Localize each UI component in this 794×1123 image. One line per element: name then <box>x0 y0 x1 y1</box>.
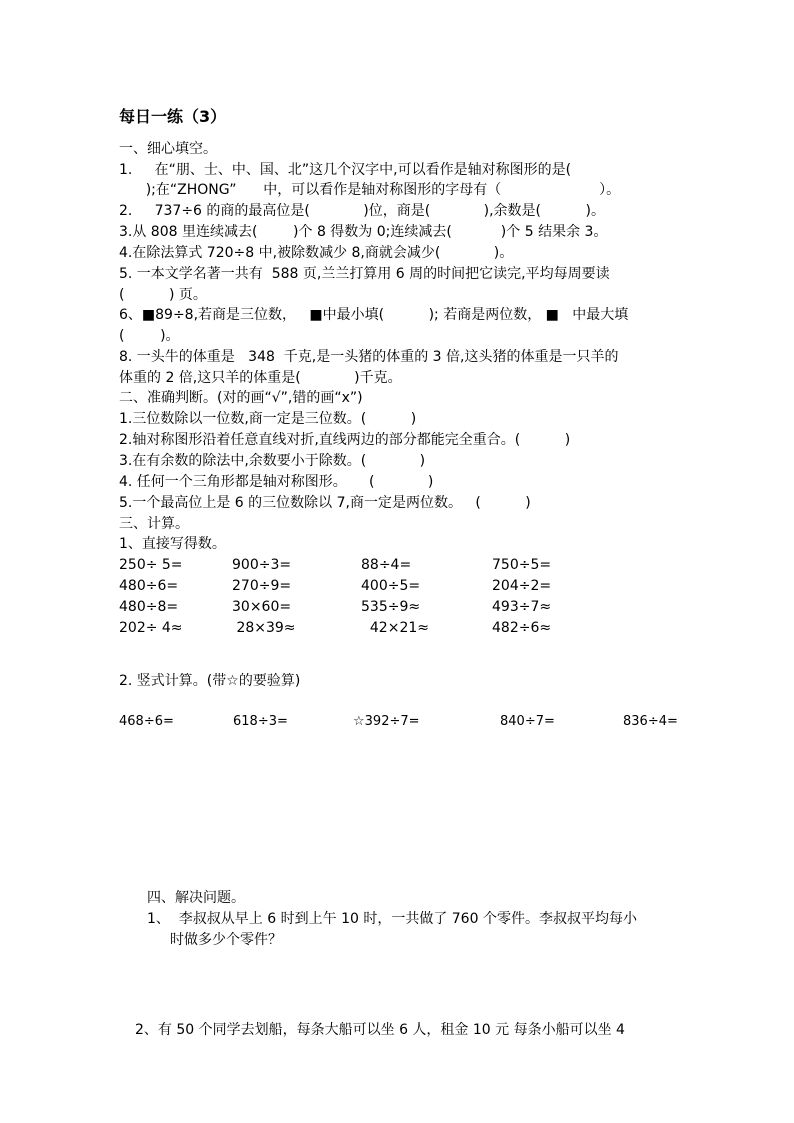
fill-blank-line: ( ) 页。 <box>119 287 207 303</box>
direct-calc-heading: 1、直接写得数。 <box>119 536 226 552</box>
calc-item: 88÷4= <box>361 557 412 573</box>
fill-blank-line: 1. 在“朋、士、中、国、北”这几个汉字中,可以看作是轴对称图形的是( <box>119 162 572 178</box>
judge-line: 5.一个最高位上是 6 的三位数除以 7,商一定是两位数。 ( ) <box>119 495 531 511</box>
vertical-calc-item: 618÷3= <box>233 714 288 729</box>
vertical-calc-item: 468÷6= <box>119 714 174 729</box>
calc-item: 270÷9= <box>232 578 292 594</box>
calc-row <box>119 619 719 637</box>
calc-row <box>119 598 719 616</box>
problem-line: 时做多少个零件？ <box>170 932 282 948</box>
calc-item: 535÷9≈ <box>361 599 421 615</box>
judge-line: 4. 任何一个三角形都是轴对称图形。 ( ) <box>119 474 434 490</box>
problem-line: 1、 李叔叔从早上 6 时到上午 10 时，一共做了 760 个零件。李叔叔平均每小 <box>147 911 637 927</box>
calc-item: 42×21≈ <box>361 620 429 636</box>
vertical-calc-item: 840÷7= <box>500 714 555 729</box>
fill-blank-line: 体重的 2 倍,这只羊的体重是( )千克。 <box>119 370 402 386</box>
calc-item: 482÷6≈ <box>492 620 552 636</box>
section2-heading: 二、准确判断。(对的画“√”,错的画“x”) <box>119 390 363 406</box>
problem-line: 2、有 50 个同学去划船，每条大船可以坐 6 人，租金 10 元 每条小船可以坐 4 <box>135 1022 625 1038</box>
calc-item: 480÷8= <box>119 599 179 615</box>
calc-row <box>119 556 719 574</box>
judge-line: 1.三位数除以一位数,商一定是三位数。( ) <box>119 411 417 427</box>
calc-item: 202÷ 4≈ <box>119 620 183 636</box>
judge-line: 3.在有余数的除法中,余数要小于除数。( ) <box>119 453 426 469</box>
fill-blank-line: 2. 737÷6 的商的最高位是( )位，商是( ),余数是( )。 <box>119 203 605 219</box>
calc-item: 250÷ 5= <box>119 557 183 573</box>
fill-blank-line: 8. 一头牛的体重是 348 千克,是一头猪的体重的 3 倍,这头猪的体重是一只羊的 <box>119 349 619 365</box>
vertical-calc-item: ☆392÷7= <box>353 714 420 729</box>
section3-heading: 三、计算。 <box>119 516 189 532</box>
vertical-calc-heading: 2. 竖式计算。(带☆的要验算) <box>119 673 301 689</box>
vertical-calc-row <box>119 713 699 731</box>
fill-blank-line: 3.从 808 里连续减去( )个 8 得数为 0;连续减去( )个 5 结果余 3。 <box>119 224 608 240</box>
section1-heading: 一、细心填空。 <box>119 141 217 157</box>
fill-blank-line: 5. 一本文学名著一共有 588 页,兰兰打算用 6 周的时间把它读完,平均每周要读 <box>119 266 610 282</box>
calc-item: 204÷2= <box>492 578 552 594</box>
fill-blank-line: 4.在除法算式 720÷8 中,被除数减少 8,商就会减少( )。 <box>119 245 514 261</box>
vertical-calc-item: 836÷4= <box>623 714 678 729</box>
calc-item: 480÷6= <box>119 578 179 594</box>
calc-item: 30×60= <box>232 599 292 615</box>
fill-blank-line: );在“ZHONG” 中，可以看作是轴对称图形的字母有（ ）。 <box>119 182 621 198</box>
calc-row <box>119 577 719 595</box>
fill-blank-line: ( )。 <box>119 328 180 344</box>
calc-item: 493÷7≈ <box>492 599 552 615</box>
fill-blank-line: 6、■89÷8,若商是三位数， ■中最小填( ); 若商是两位数， ■ 中最大填 <box>119 307 629 323</box>
calc-item: 28×39≈ <box>232 620 296 636</box>
page-title: 每日一练（3） <box>119 107 227 126</box>
calc-item: 400÷5= <box>361 578 421 594</box>
section4-heading: 四、解决问题。 <box>147 890 245 906</box>
calc-item: 750÷5= <box>492 557 552 573</box>
calc-item: 900÷3= <box>232 557 292 573</box>
judge-line: 2.轴对称图形沿着任意直线对折,直线两边的部分都能完全重合。( ) <box>119 432 571 448</box>
